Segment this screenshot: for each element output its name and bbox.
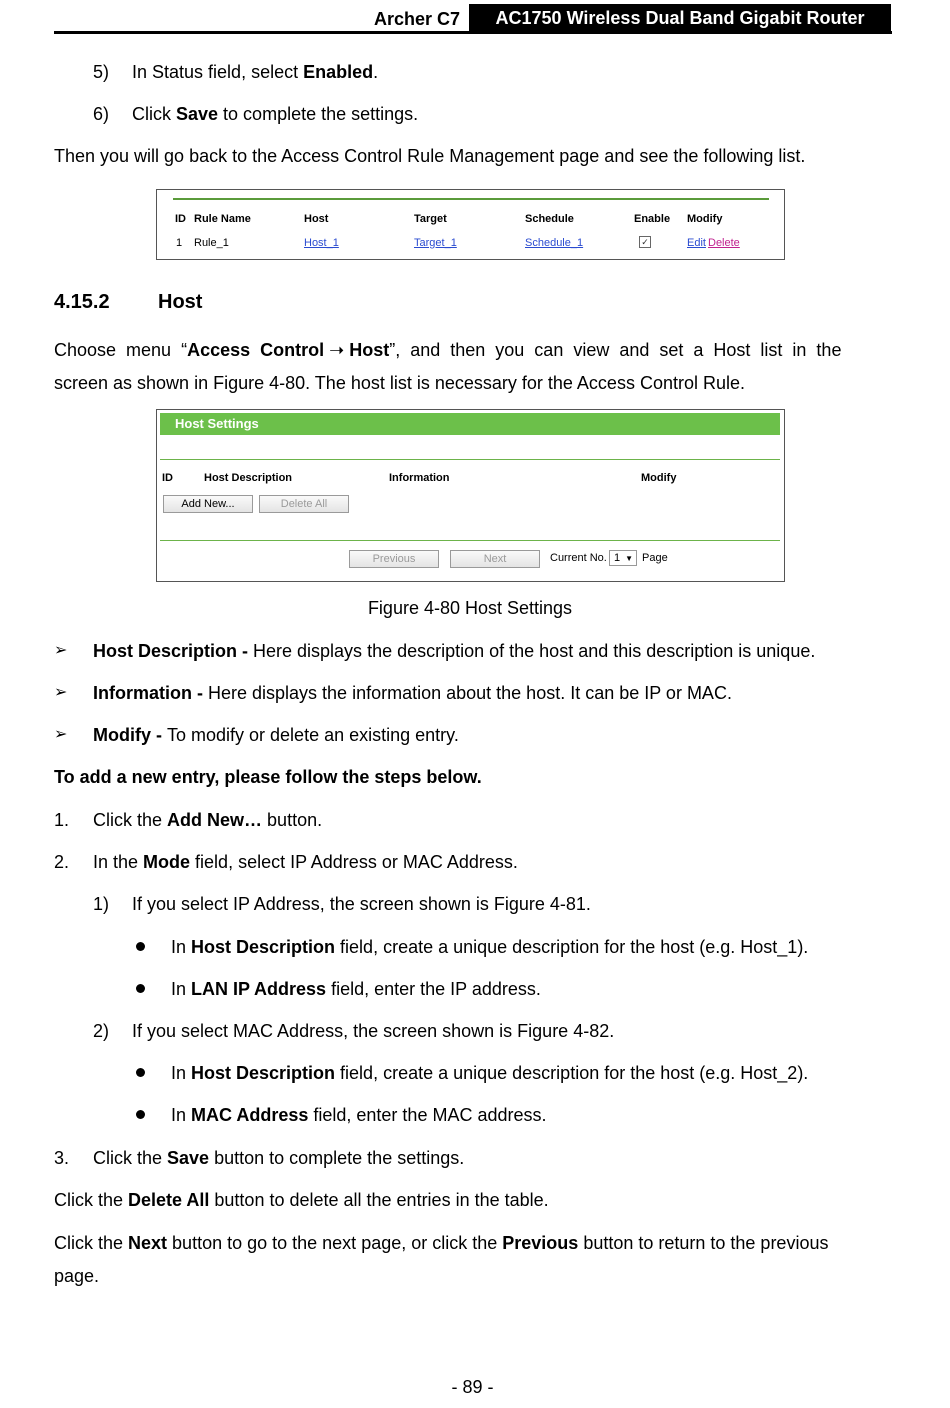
add-new-button[interactable]: Add New... xyxy=(163,495,253,513)
rule-list-rule xyxy=(173,198,769,200)
col-id: ID xyxy=(175,213,186,225)
bullet-dot-icon xyxy=(136,984,145,993)
section-number: 4.15.2 xyxy=(54,291,110,313)
col-enable: Enable xyxy=(634,213,671,225)
step-2: In the Mode field, select IP Address or MAC Address. xyxy=(93,852,518,872)
host-settings-title: Host Settings xyxy=(160,413,780,435)
col-host: Host xyxy=(304,213,329,225)
row-rule-name: Rule_1 xyxy=(194,237,229,249)
step-2-2-number: 2) xyxy=(93,1021,110,1041)
step-2-1-number: 1) xyxy=(93,894,110,914)
step-5-number: 5) xyxy=(93,62,110,82)
header-model: Archer C7 xyxy=(373,9,460,29)
chevron-down-icon: ▼ xyxy=(625,554,633,563)
col-modify: Modify xyxy=(687,213,723,225)
row-schedule-link[interactable]: Schedule_1 xyxy=(525,237,584,249)
step-3: Click the Save button to complete the settings. xyxy=(93,1148,465,1168)
arrow-bullet-icon: ➢ xyxy=(54,684,68,701)
row-target-link[interactable]: Target_1 xyxy=(414,237,457,249)
bullet-information: Information - Here displays the information about the host. It can be IP or MAC. xyxy=(93,683,732,703)
row-enable-checkbox[interactable]: ✓ xyxy=(639,236,651,248)
row-edit-link[interactable]: Edit xyxy=(687,237,706,249)
navigation-line-2: page. xyxy=(54,1266,100,1286)
host-col-modify: Modify xyxy=(641,472,677,484)
page-number: - 89 - xyxy=(451,1377,494,1397)
then-paragraph: Then you will go back to the Access Control Rule Management page and see the following list. xyxy=(54,146,806,166)
step-3-number: 3. xyxy=(54,1148,70,1168)
page-select-value: 1 xyxy=(614,552,621,564)
step-2-1-a: In Host Description field, create a unique description for the host (e.g. Host_1). xyxy=(171,937,809,957)
col-target: Target xyxy=(414,213,447,225)
rule-list-screenshot xyxy=(156,189,785,260)
page-select[interactable] xyxy=(609,550,637,566)
bullet-modify: Modify - To modify or delete an existing entry. xyxy=(93,725,459,745)
host-col-id: ID xyxy=(162,472,173,484)
bullet-dot-icon xyxy=(136,1068,145,1077)
step-2-2: If you select MAC Address, the screen shown is Figure 4-82. xyxy=(132,1021,615,1041)
bullet-dot-icon xyxy=(136,942,145,951)
col-schedule: Schedule xyxy=(525,213,574,225)
step-2-2-a: In Host Description field, create a unique description for the host (e.g. Host_2). xyxy=(171,1063,809,1083)
step-2-1: If you select IP Address, the screen shown is Figure 4-81. xyxy=(132,894,591,914)
page-label: Page xyxy=(642,552,668,564)
step-2-1-b: In LAN IP Address field, enter the IP address. xyxy=(171,979,541,999)
bullet-dot-icon xyxy=(136,1110,145,1119)
choose-line-1: Choose menu “Access Control ➝ Host”, and then you can view and set a Host list in the xyxy=(54,340,842,360)
host-col-information: Information xyxy=(389,472,450,484)
host-settings-screenshot xyxy=(156,409,785,582)
section-title: Host xyxy=(158,291,203,313)
step-2-number: 2. xyxy=(54,852,70,872)
step-1-number: 1. xyxy=(54,810,70,830)
arrow-bullet-icon: ➢ xyxy=(54,642,68,659)
host-settings-divider-top xyxy=(160,459,780,460)
bullet-host-description: Host Description - Here displays the description of the host and this description is unique. xyxy=(93,641,816,661)
row-host-link[interactable]: Host_1 xyxy=(304,237,339,249)
steps-heading: To add a new entry, please follow the steps below. xyxy=(54,767,482,787)
arrow-bullet-icon: ➢ xyxy=(54,726,68,743)
row-id: 1 xyxy=(176,237,183,249)
delete-all-paragraph: Click the Delete All button to delete all the entries in the table. xyxy=(54,1190,549,1210)
next-button[interactable]: Next xyxy=(450,550,540,568)
step-1: Click the Add New… button. xyxy=(93,810,323,830)
navigation-line-1: Click the Next button to go to the next page, or click the Previous button to return to the previous xyxy=(54,1233,829,1253)
col-rule-name: Rule Name xyxy=(194,213,251,225)
host-settings-divider-bottom xyxy=(160,540,780,541)
step-5: In Status field, select Enabled. xyxy=(132,62,379,82)
step-6-number: 6) xyxy=(93,104,110,124)
current-no-label: Current No. xyxy=(550,552,607,564)
header-rule xyxy=(54,31,892,34)
figure-caption: Figure 4-80 Host Settings xyxy=(367,598,573,618)
step-2-2-b: In MAC Address field, enter the MAC address. xyxy=(171,1105,547,1125)
header-title: AC1750 Wireless Dual Band Gigabit Router xyxy=(469,4,891,33)
row-delete-link[interactable]: Delete xyxy=(708,237,740,249)
delete-all-button[interactable]: Delete All xyxy=(259,495,349,513)
choose-line-2: screen as shown in Figure 4-80. The host list is necessary for the Access Control Rule. xyxy=(54,373,745,393)
previous-button[interactable]: Previous xyxy=(349,550,439,568)
step-6: Click Save to complete the settings. xyxy=(132,104,419,124)
host-col-description: Host Description xyxy=(204,472,293,484)
